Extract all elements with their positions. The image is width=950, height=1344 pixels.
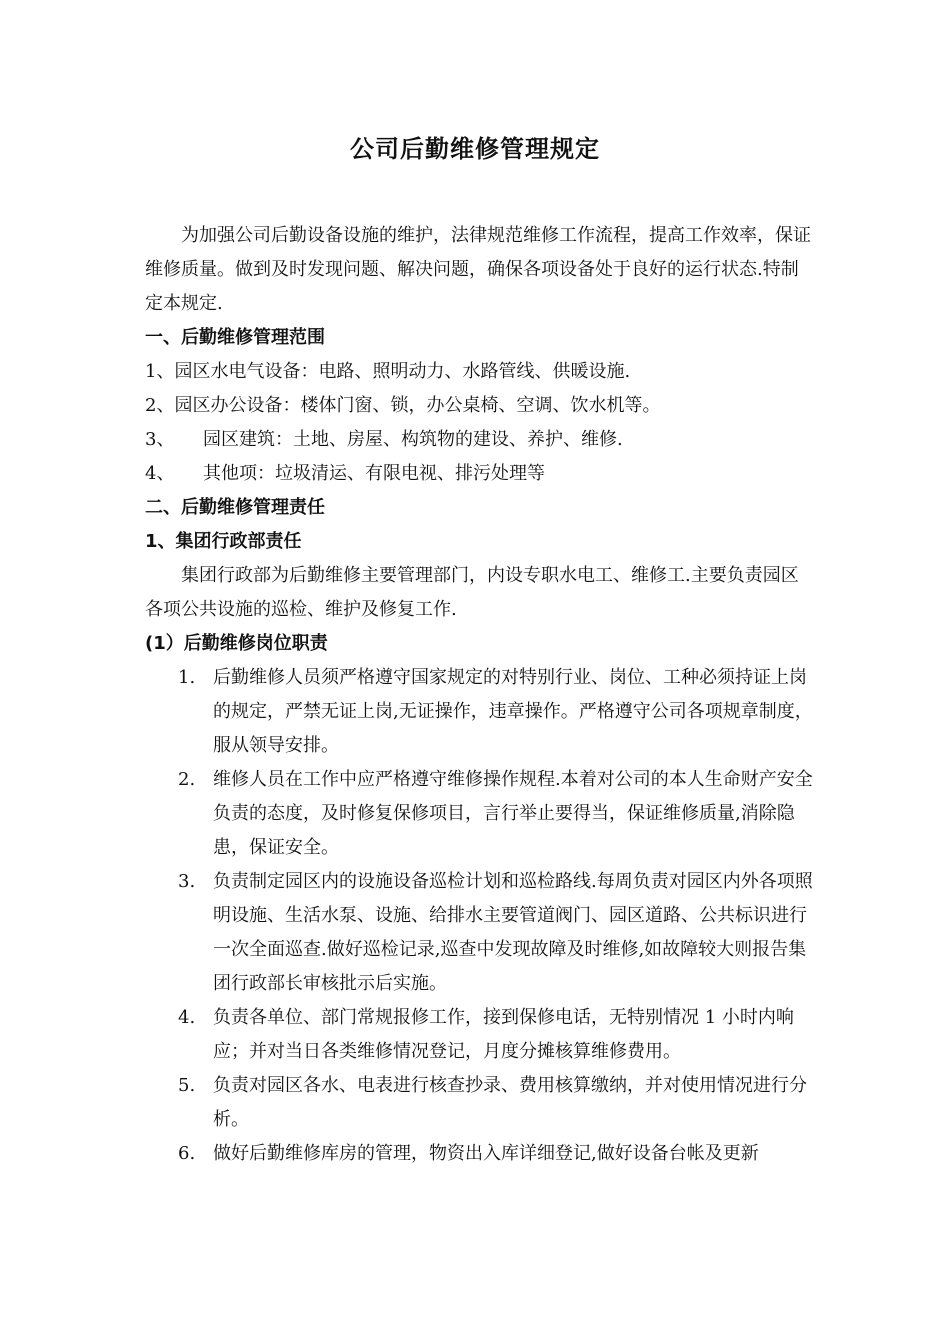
duty-number: 4. bbox=[178, 1007, 196, 1028]
scope-item-text: 园区水电气设备：电路、照明动力、水路管线、供暖设施. bbox=[174, 361, 631, 382]
duty-number: 5. bbox=[178, 1075, 196, 1096]
scope-item bbox=[145, 389, 815, 423]
scope-item bbox=[145, 355, 815, 389]
section-1-heading: 一、后勤维修管理范围 bbox=[145, 327, 325, 348]
document-title: 公司后勤维修管理规定 bbox=[350, 135, 600, 163]
subsection-1-paragraph: 集团行政部为后勤维修主要管理部门，内设专职水电工、维修工.主要负责园区各项公共设施的巡检、维护及修复工作. bbox=[145, 565, 799, 620]
subsection-1-heading: 1、集团行政部责任 bbox=[145, 531, 302, 552]
scope-item bbox=[145, 457, 815, 491]
duty-text: 做好后勤维修库房的管理，物资出入库详细登记,做好设备台帐及更新 bbox=[213, 1143, 759, 1164]
scope-item-number: 4、 bbox=[145, 463, 175, 484]
duty-item bbox=[145, 661, 815, 763]
scope-item-number: 1、 bbox=[145, 361, 175, 382]
duty-number: 2. bbox=[178, 769, 196, 790]
duty-item bbox=[145, 1137, 815, 1171]
duty-item bbox=[145, 763, 815, 865]
scope-item bbox=[145, 423, 815, 457]
duty-item bbox=[145, 865, 815, 1001]
scope-item-number: 3、 bbox=[145, 429, 175, 450]
duty-text: 负责各单位、部门常规报修工作，接到保修电话，无特别情况 1 小时内响应；并对当日各类维修情况登记，月度分摊核算维修费用。 bbox=[213, 1007, 794, 1062]
duty-text: 负责对园区各水、电表进行核查抄录、费用核算缴纳，并对使用情况进行分析。 bbox=[213, 1075, 807, 1130]
section-2-heading: 二、后勤维修管理责任 bbox=[145, 497, 325, 518]
scope-item-number: 2、 bbox=[145, 395, 175, 416]
duty-item bbox=[145, 1069, 815, 1137]
duty-item bbox=[145, 1001, 815, 1069]
duty-number: 6. bbox=[178, 1143, 196, 1164]
duty-text: 后勤维修人员须严格遵守国家规定的对特别行业、岗位、工种必须持证上岗的规定，严禁无证上岗,无证操作，违章操作。严格遵守公司各项规章制度，服从领导安排。 bbox=[213, 667, 813, 756]
duty-text: 负责制定园区内的设施设备巡检计划和巡检路线.每周负责对园区内外各项照明设施、生活水泵、设施、给排水主要管道阀门、园区道路、公共标识进行一次全面巡查.做好巡检记录,巡查中发现故障及时维修,如故障较大则报告集团行政部长审核批示后实施。 bbox=[213, 871, 813, 994]
document-body bbox=[145, 219, 815, 1171]
scope-item-text: 其他项：垃圾清运、有限电视、排污处理等 bbox=[203, 463, 545, 484]
scope-item-text: 园区办公设备：楼体门窗、锁，办公桌椅、空调、饮水机等。 bbox=[174, 395, 661, 416]
duties-list bbox=[145, 661, 815, 1171]
duty-number: 3. bbox=[178, 871, 196, 892]
duties-heading: (1）后勤维修岗位职责 bbox=[145, 633, 328, 654]
duty-number: 1. bbox=[178, 667, 196, 688]
duty-text: 维修人员在工作中应严格遵守维修操作规程.本着对公司的本人生命财产安全负责的态度，及时修复保修项目，言行举止要得当，保证维修质量,消除隐患，保证安全。 bbox=[213, 769, 813, 858]
intro-paragraph: 为加强公司后勤设备设施的维护，法律规范维修工作流程，提高工作效率，保证维修质量。做到及时发现问题、解决问题，确保各项设备处于良好的运行状态.特制定本规定. bbox=[145, 225, 811, 314]
scope-item-text: 园区建筑：土地、房屋、构筑物的建设、养护、维修. bbox=[203, 429, 623, 450]
